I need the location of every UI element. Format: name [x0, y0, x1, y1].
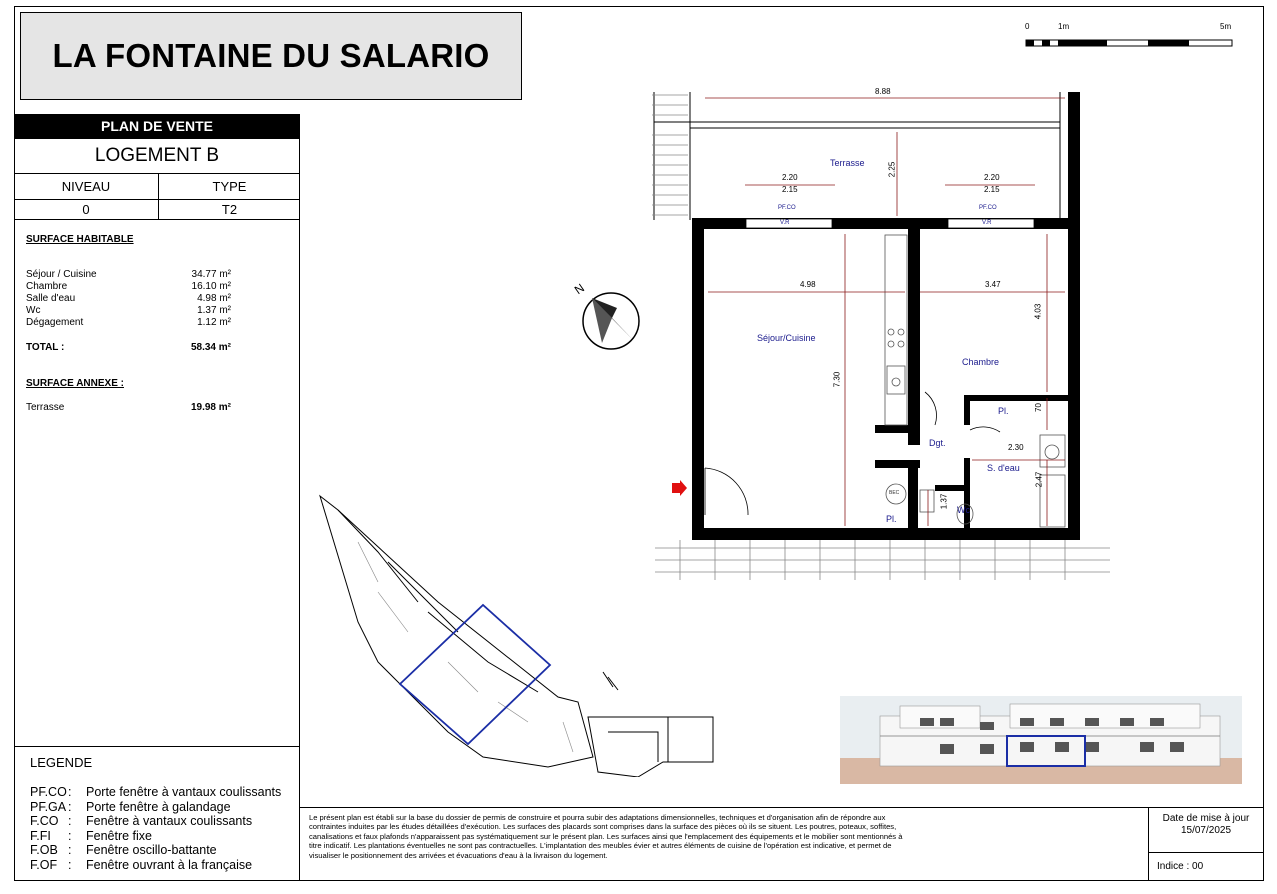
dimension-label: 3.47	[985, 280, 1001, 289]
kitchen-fixtures	[885, 235, 907, 425]
scale-one: 1m	[1058, 22, 1070, 31]
surface-row: Wc 1.37 m²	[26, 305, 231, 316]
surface-row: Séjour / Cuisine 34.77 m²	[26, 269, 231, 280]
scale-zero: 0	[1025, 22, 1030, 31]
window-label: V.R	[780, 220, 790, 226]
date-label: Date de mise à jour	[1162, 813, 1250, 824]
project-title: LA FONTAINE DU SALARIO	[20, 12, 522, 100]
niveau-value: 0	[14, 200, 159, 220]
surface-total: TOTAL : 58.34 m²	[26, 342, 231, 353]
railing-hatch	[652, 95, 688, 215]
dimension-label: 2.30	[1008, 443, 1024, 452]
legend-item: F.OB : Fenêtre oscillo-battante	[30, 843, 217, 857]
type-value: T2	[159, 200, 300, 220]
dimension-label: 70	[1033, 403, 1043, 412]
date-value: 15/07/2025	[1180, 825, 1232, 836]
room-wc: Wc	[957, 505, 970, 515]
legend-item: F.OF : Fenêtre ouvrant à la française	[30, 857, 253, 872]
legend-item: F.FI : Fenêtre fixe	[30, 828, 153, 843]
surface-annexe-row: Terrasse 19.98 m²	[26, 402, 231, 413]
footer-divider	[300, 807, 1264, 808]
plan-header: PLAN DE VENTE	[14, 114, 300, 138]
north-label: N	[571, 280, 587, 298]
legend-item: PF.CO : Porte fenêtre à vantaux coulissants	[30, 785, 282, 799]
room-dgt: Dgt.	[929, 438, 946, 448]
room-sdeau: S. d'eau	[987, 463, 1020, 473]
dimension-label: 2.15	[782, 185, 798, 194]
dimension-label: 2.25	[887, 161, 897, 178]
room-terrasse: Terrasse	[830, 158, 865, 168]
dimension-label: 7.30	[832, 371, 842, 388]
walls	[692, 92, 1080, 540]
surface-habitable-title: SURFACE HABITABLE	[26, 234, 134, 245]
room-placard-2: Pl.	[886, 514, 897, 524]
room-placard-1: Pl.	[998, 406, 1009, 416]
building-perspective-image	[840, 696, 1242, 784]
dimension-label: 2.20	[984, 173, 1000, 182]
legend-item: PF.GA : Porte fenêtre à galandage	[30, 799, 231, 814]
dimension-label: 1.37	[939, 493, 949, 510]
window-label: V.R	[982, 220, 992, 226]
room-chambre: Chambre	[962, 357, 1000, 367]
site-key-plan	[318, 492, 728, 777]
niveau-label: NIVEAU	[14, 174, 159, 200]
terrace-railing	[654, 92, 1060, 220]
type-label: TYPE	[159, 174, 300, 200]
dimension-label: 2.15	[984, 185, 1000, 194]
dimension-label: 4.98	[800, 280, 816, 289]
dimension-label: 4.03	[1033, 303, 1043, 320]
indice-label: Indice : 00	[1157, 861, 1204, 872]
room-sejour: Séjour/Cuisine	[757, 333, 816, 343]
date-divider	[1148, 852, 1264, 853]
window-label: PF.CO	[979, 205, 997, 211]
dimension-label: 2.20	[782, 173, 798, 182]
dimension-label: 2.47	[1034, 471, 1044, 488]
disclaimer-text: Le présent plan est établi sur la base du dossier de permis de construire et pourra subir des adaptations dimensionnelles, techniques et d'organisation afin de répondre aux contraintes induites par les études détaillées d'exécution. Les surfaces des placards sont comprises dans la surface des pièces où ils se situent. Les poutres, poteaux, soffites, canalisations et faux plafonds n'apparaissent pas systématiquement sur le présent plan. Les surfaces ainsi que l'emplacement des équipements et le mobilier sont mentionnés à titre indicatif. Les plantations éventuelles ne sont pas contractuelles. L'implantation des meubles évier et autres éléments de cuisine de l'opération est indicative, et permet de visualiser le positionnement des arrivées et évacuations d'eau à la livraison du logement.	[309, 813, 903, 860]
doors	[705, 392, 1000, 515]
legend-item: F.CO : Fenêtre à vantaux coulissants	[30, 814, 253, 828]
scale-five: 5m	[1220, 22, 1232, 31]
surface-annexe-title: SURFACE ANNEXE :	[26, 378, 124, 389]
dimension-label: 8.88	[875, 87, 891, 96]
logement-label: LOGEMENT B	[14, 138, 300, 174]
fixture-label: BEC	[889, 490, 900, 496]
surface-row: Chambre 16.10 m²	[26, 281, 231, 292]
legend-title: LEGENDE	[30, 755, 93, 770]
key-plan-highlight	[400, 605, 550, 744]
surface-row: Dégagement 1.12 m²	[26, 317, 231, 328]
window-label: PF.CO	[778, 205, 796, 211]
surface-row: Salle d'eau 4.98 m²	[26, 293, 231, 304]
